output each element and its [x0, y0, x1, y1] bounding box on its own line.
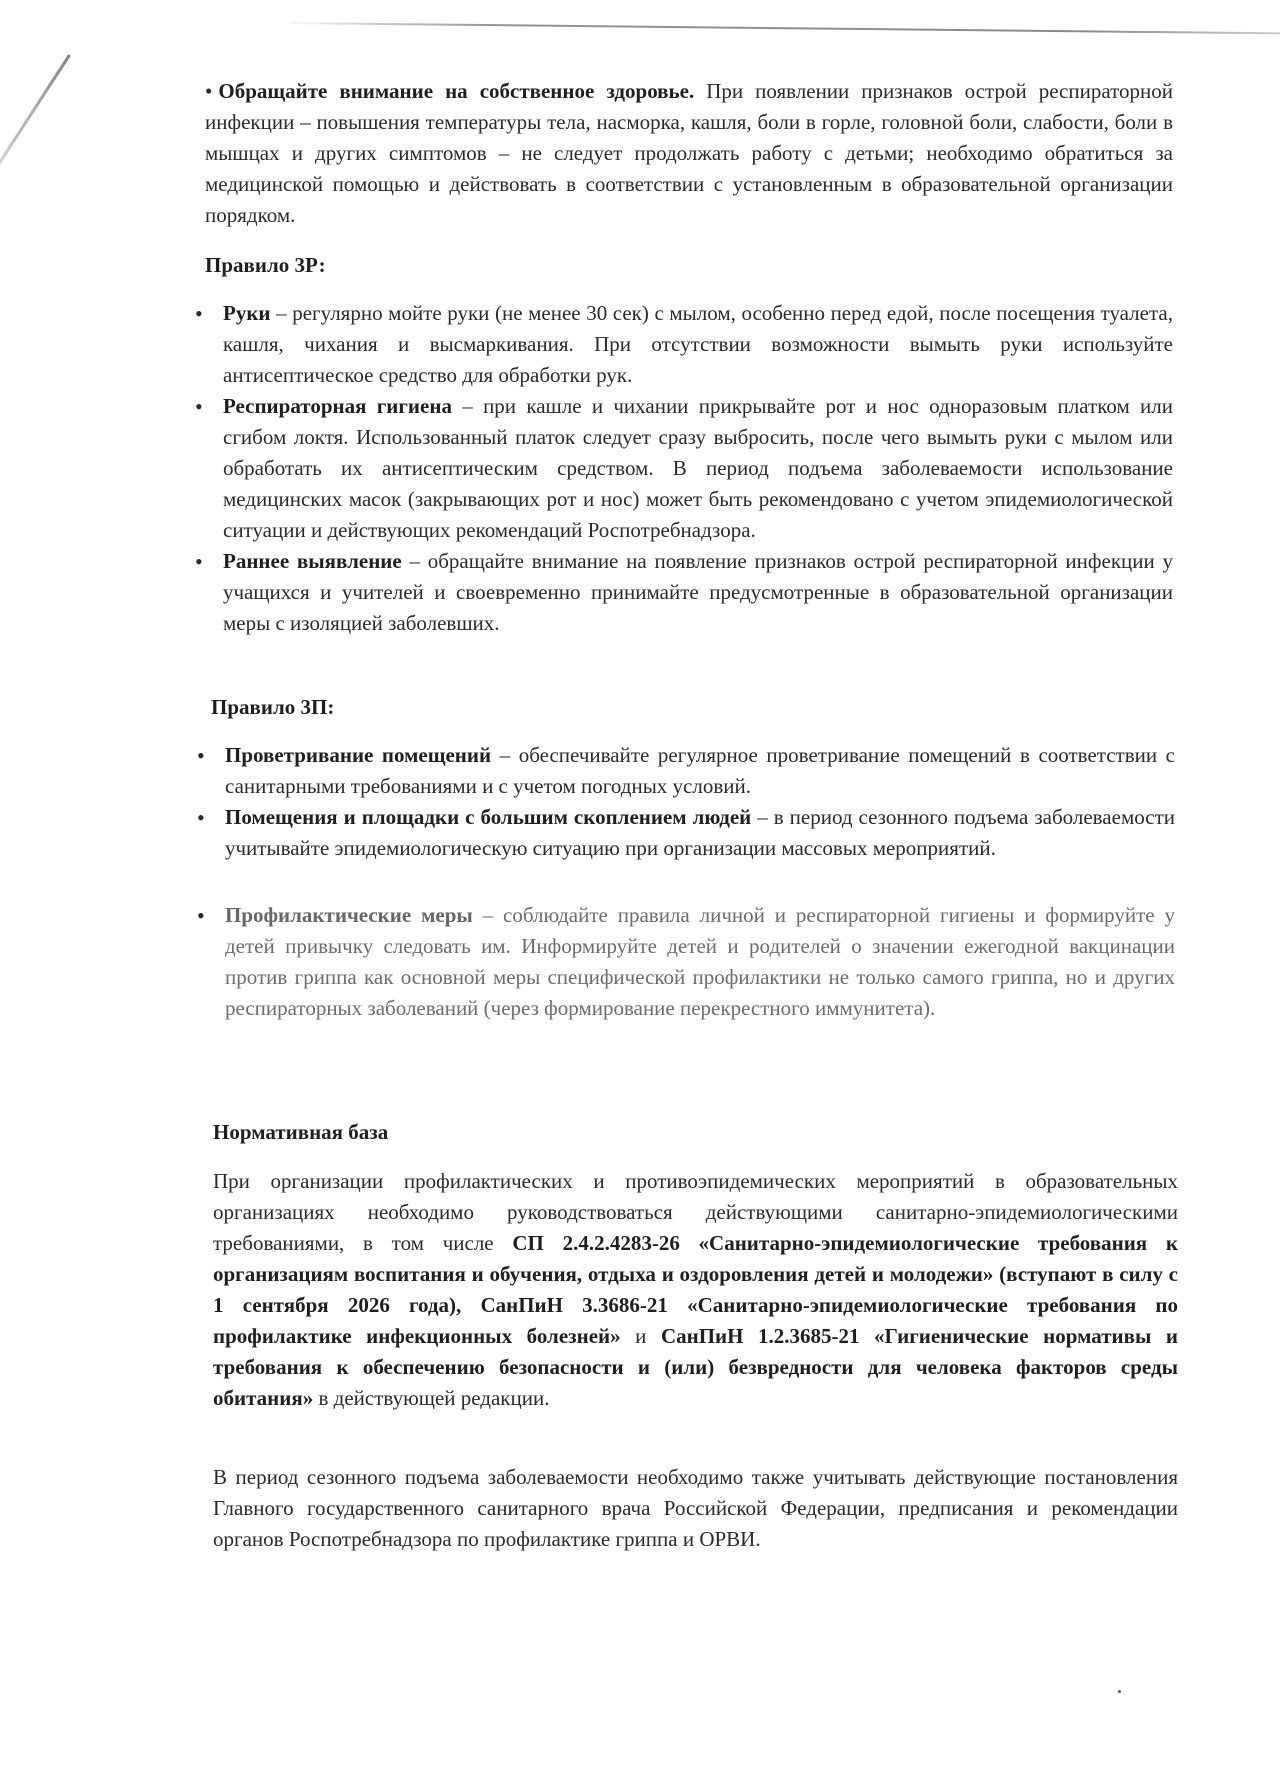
health-bold: Обращайте внимание на собственное здоровье.: [218, 79, 695, 103]
normative-doc-2: СанПиН 1.2.3685-21 «Гигиенические нормативы и требования к обеспечению безопасности и (или) безвредности для человека факторов среды обитания»: [213, 1324, 1178, 1410]
scan-artifact-pen-stroke: [0, 54, 71, 181]
normative-doc-1: СП 2.4.2.4283-26 «Санитарно-эпидемиологические требования к организациям воспитания и обучения, отдыха и оздоровления детей и молодежи» (вступают в силу с 1 сентября 2026 года), СанПиН 3.3686-21 «Санитарно-эпидемиологические требования по профилактике инфекционных болезней»: [213, 1231, 1178, 1348]
rule-3r-heading: Правило 3Р:: [205, 253, 326, 277]
rule-3r-list: [195, 298, 1173, 639]
rule-3p-list: [197, 740, 1175, 864]
normative-text-1: При организации профилактических и противоэпидемических мероприятий в образовательных организациях необходимо руководствоваться действующими санитарно-эпидемиологическими требованиями, в том числе: [213, 1169, 1178, 1255]
item-term: Руки: [223, 301, 271, 325]
item-term: Профилактические меры: [225, 903, 473, 927]
item-text: – обеспечивайте регулярное проветривание помещений в соответствии с санитарными требованиями и с учетом погодных условий.: [225, 743, 1175, 798]
item-text: – в период сезонного подъема заболеваемости учитывайте эпидемиологическую ситуацию при организации массовых мероприятий.: [225, 805, 1175, 860]
normative-text-3: в действующей редакции.: [313, 1386, 550, 1410]
item-text: – при кашле и чихании прикрывайте рот и нос одноразовым платком или сгибом локтя. Использованный платок следует сразу выбросить, после чего вымыть руки с мылом или обработать их антисептическим средством. В период подъема заболеваемости использование медицинских масок (закрывающих рот и нос) может быть рекомендовано с учетом эпидемиологической ситуации и действующих рекомендаций Роспотребнадзора.: [223, 394, 1174, 542]
normative-paragraph-1: [213, 1166, 1178, 1414]
list-item: [195, 546, 1173, 639]
health-text: При появлении признаков острой респираторной инфекции – повышения температуры тела, насморка, кашля, боли в горле, головной боли, слабости, боли в мышцах и других симптомов – не следует продолжать работу с детьми; необходимо обратиться за медицинской помощью и действовать в соответствии с установленным в образовательной организации порядком.: [205, 79, 1174, 227]
normative-paragraph-2: В период сезонного подъема заболеваемости необходимо также учитывать действующие постановления Главного государственного санитарного врача Российской Федерации, предписания и рекомендации органов Роспотребнадзора по профилактике гриппа и ОРВИ.: [213, 1465, 1178, 1551]
item-text: – обращайте внимание на появление признаков острой респираторной инфекции у учащихся и учителей и своевременно принимайте предусмотренные в образовательной организации меры с изоляцией заболевших.: [223, 549, 1174, 635]
list-item: [197, 740, 1175, 802]
scan-artifact-dot: [1118, 1690, 1121, 1693]
item-term: Помещения и площадки с большим скоплением людей: [225, 805, 752, 829]
list-item: [197, 802, 1175, 864]
item-text: – соблюдайте правила личной и респираторной гигиены и формируйте у детей привычку следовать им. Информируйте детей и родителей о значении ежегодной вакцинации против гриппа как основной меры специфической профилактики не только самого гриппа, но и других респираторных заболеваний (через формирование перекрестного иммунитета).: [225, 903, 1176, 1020]
item-term: Проветривание помещений: [225, 743, 492, 767]
normative-heading: Нормативная база: [213, 1120, 389, 1144]
item-text: – регулярно мойте руки (не менее 30 сек) с мылом, особенно перед едой, после посещения туалета, кашля, чихания и высмаркивания. При отсутствии возможности вымыть руки используйте антисептическое средство для обработки рук.: [223, 301, 1173, 387]
item-term: Раннее выявление: [223, 549, 402, 573]
rule-3p-heading: Правило 3П:: [211, 695, 335, 719]
scan-artifact-line: [290, 22, 1280, 34]
item-term: Респираторная гигиена: [223, 394, 452, 418]
list-item: [197, 900, 1175, 1024]
normative-text-2: и: [620, 1324, 661, 1348]
list-item: [195, 298, 1173, 391]
list-item: [195, 391, 1173, 546]
bullet-icon: •: [205, 79, 213, 103]
health-paragraph: [205, 76, 1173, 231]
rule-3p-list-faded: [197, 900, 1175, 1024]
